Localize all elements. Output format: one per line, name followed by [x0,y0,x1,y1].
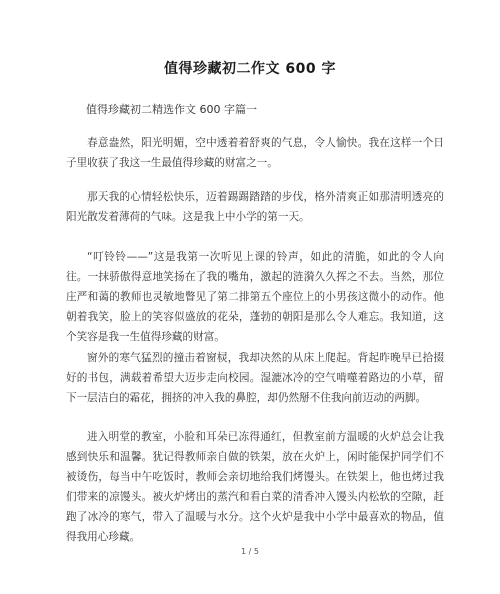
paragraph: 春意盎然，阳光明媚，空中透着着舒爽的气息，令人愉快。我在这样一个日子里收获了我这一生最值得珍藏的财富之一。 [66,137,444,169]
document-title: 值得珍藏初二作文 600 字 [164,61,336,77]
paragraph: “叮铃铃——”这是我第一次听见上课的铃声，如此的清脆，如此的令人向往。一抹骄傲得意地笑扬在了我的嘴角，激起的涟漪久久挥之不去。当然，那位庄严和蔼的教师也灵敏地瞥见了第二排第五个座位上的小男孩这微小的动作。他朝着我笑，脸上的笑容似盛放的花朵，蓬勃的朝阳是那么令人难忘。我知道，这个笑容是我一生值得珍藏的财富。 [66,251,444,343]
paragraph: 进入明堂的教室，小脸和耳朵已冻得通红，但教室前方温暖的火炉总会让我感到快乐和温馨。犹记得教师亲自做的铁架，放在火炉上，闲时能保护同学们不被烫伤，每当中午吃饭时，教师会亲切地给我们烤馒头。在铁架上，他也烤过我们带来的凉馒头。被火炉烤出的蒸汽和看白菜的清香冲入馒头内松软的空隙，赶跑了冰冷的寒气，带入了温暖与水分。这个火炉是我中小学中最喜欢的物品，值得我用心珍藏。 [66,431,444,543]
paragraph: 那天我的心情轻松快乐，迈着踢踢踏踏的步伐，格外清爽正如那清明透亮的阳光散发着薄荷的气味。这是我上中小学的第一天。 [66,191,444,223]
document-subtitle: 值得珍藏初二精选作文 600 字篇一 [86,103,257,116]
paragraph: 窗外的寒气猛烈的撞击着窗棂，我却决然的从床上爬起。背起昨晚早已拾掇好的书包，满载着希望大迈步走向校园。湿漉冰冷的空气啃噬着路边的小草，留下一层洁白的霜花，拥挤的冲入我的鼻腔，却仍然掰不住我向前迈动的两脚。 [66,352,444,404]
page-number: 1 / 5 [241,547,259,556]
